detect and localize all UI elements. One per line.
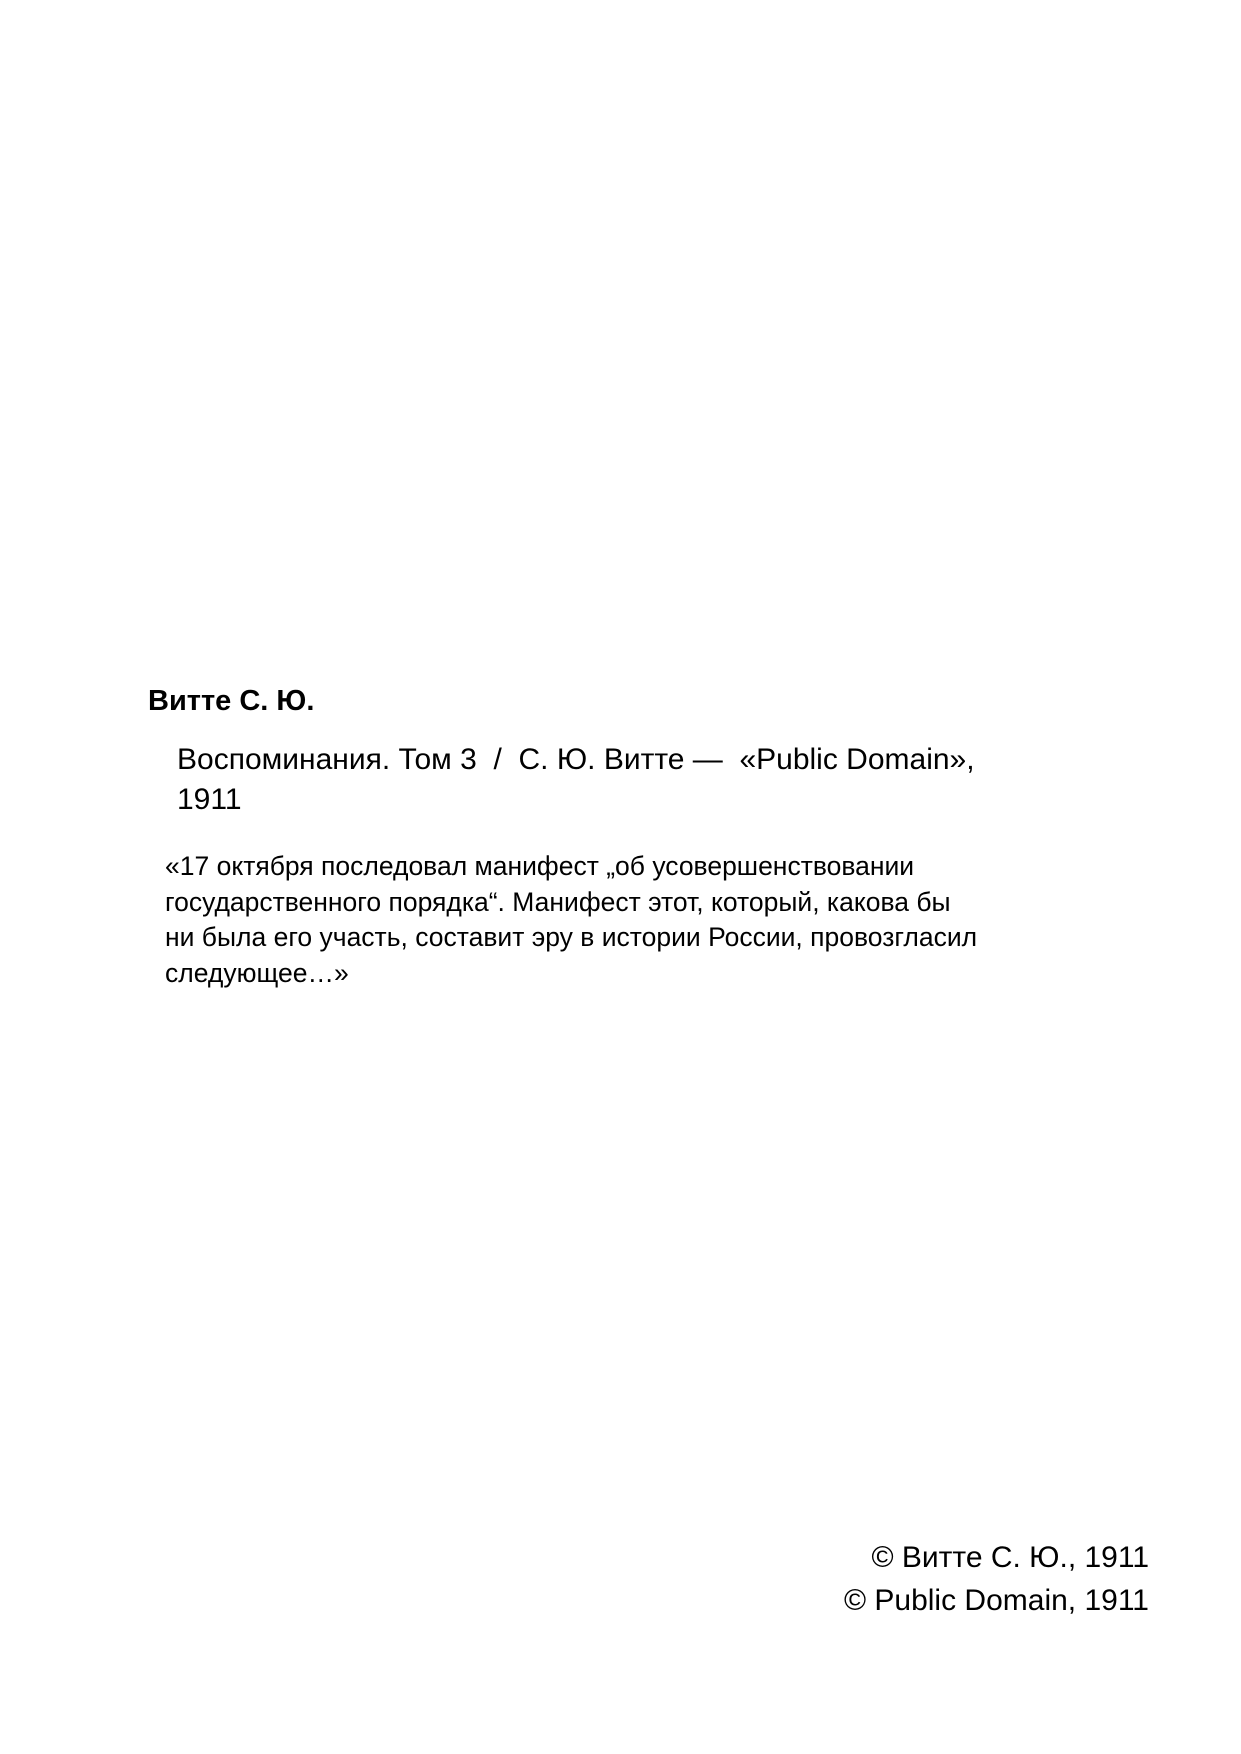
annotation-line: ни была его участь, составит эру в истории России, провозгласил [165,922,978,952]
bibliographic-citation [177,740,1117,820]
citation-publisher: «Public Domain», [739,743,975,776]
copyright-publisher: © Public Domain, 1911 [843,1584,1149,1617]
author-heading: Витте С. Ю. [148,685,315,717]
book-title: Воспоминания. Том 3 [177,743,477,776]
citation-author: С. Ю. Витте [518,743,685,776]
citation-dash: — [684,743,740,776]
citation-separator: / [476,743,519,776]
citation-year: 1911 [177,783,242,816]
copyright-author: © Витте С. Ю., 1911 [871,1541,1149,1574]
annotation-line: следующее…» [165,957,349,988]
annotation-line: государственного порядка“. Манифест этот, который, какова бы [165,886,951,917]
annotation-line: «17 октября последовал манифест „об усовершенствовании [165,851,915,881]
annotation-quote [165,849,1125,991]
copyright-block [844,1536,1149,1622]
